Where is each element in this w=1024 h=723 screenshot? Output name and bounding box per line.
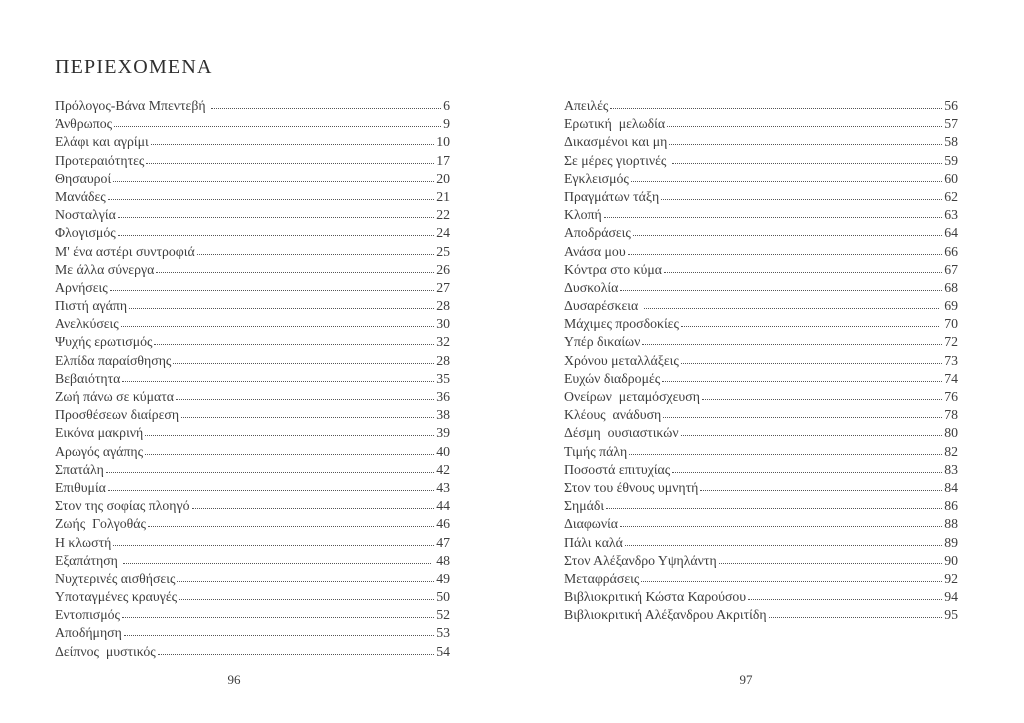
toc-entry-title: Ονείρων μεταμόσχευση	[564, 389, 700, 404]
toc-entry-title: Άνθρωπος	[55, 116, 113, 132]
dotted-leader	[719, 563, 943, 564]
dotted-leader	[145, 435, 434, 436]
toc-entry-title: Ευχών διαδρομές	[564, 370, 661, 386]
dotted-leader	[681, 326, 939, 327]
dotted-leader	[106, 472, 434, 473]
toc-entry-title: Θησαυροί	[55, 170, 112, 186]
toc-entry-page: 35	[436, 370, 450, 386]
toc-entry-page: 83	[944, 461, 958, 477]
toc-entry	[55, 370, 450, 388]
toc-entry-title: Δυσαρέσκεια	[564, 298, 642, 314]
toc-entry	[564, 315, 958, 333]
toc-entry-title: Δέσμη ουσιαστικών	[564, 425, 679, 441]
dotted-leader	[664, 272, 942, 273]
toc-entry-title: Πραγμάτων τάξη	[564, 188, 660, 204]
toc-entry-page: 40	[436, 443, 450, 459]
toc-entry	[55, 115, 450, 133]
toc-entry-page: 49	[436, 570, 450, 586]
dotted-leader	[672, 472, 942, 473]
toc-entry-title: Ποσοστά επιτυχίας	[564, 461, 671, 477]
dotted-leader	[176, 399, 434, 400]
toc-entry-page: 76	[944, 389, 958, 404]
dotted-leader	[173, 363, 434, 364]
toc-entry-page: 62	[944, 188, 958, 204]
dotted-leader	[604, 217, 942, 218]
dotted-leader	[769, 617, 943, 618]
toc-entry	[55, 406, 450, 424]
toc-entry-title: Σε μέρες γιορτινές	[564, 152, 670, 168]
toc-entry-page: 43	[436, 479, 450, 495]
toc-entry	[55, 624, 450, 642]
toc-entry	[564, 570, 958, 588]
toc-entry-page: 27	[436, 279, 450, 295]
toc-entry	[564, 606, 958, 624]
toc-entry	[564, 443, 958, 461]
toc-entry-title: Μάχιμες προσδοκίες	[564, 316, 679, 332]
toc-entry	[55, 97, 450, 115]
toc-entry	[564, 424, 958, 442]
dotted-leader	[633, 235, 942, 236]
toc-entry-page: 46	[436, 516, 450, 532]
toc-entry-page: 84	[944, 479, 958, 495]
toc-entry-page: 60	[944, 170, 958, 186]
toc-entry-page: 20	[436, 170, 450, 186]
toc-entry-title: Εγκλεισμός	[564, 170, 629, 186]
toc-column-left	[55, 97, 450, 661]
toc-entry	[564, 224, 958, 242]
toc-entry-page: 10	[436, 134, 450, 150]
dotted-leader	[197, 254, 435, 255]
toc-entry	[564, 206, 958, 224]
toc-entry-page: 30	[436, 316, 450, 332]
toc-entry-page: 74	[944, 370, 958, 386]
toc-entry	[55, 352, 450, 370]
toc-entry	[55, 443, 450, 461]
toc-entry	[55, 424, 450, 442]
dotted-leader	[606, 508, 942, 509]
toc-entry	[55, 461, 450, 479]
toc-entry-title: Ζωής Γολγοθάς	[55, 516, 146, 532]
toc-entry-page: 56	[944, 98, 958, 113]
toc-entry	[564, 97, 958, 115]
toc-entry-title: Πρόλογος-Βάνα Μπεντεβή	[55, 98, 210, 113]
toc-entry	[564, 152, 958, 170]
toc-entry-title: Βιβλιοκριτική Αλέξανδρου Ακριτίδη	[564, 607, 767, 623]
toc-entry-page: 66	[944, 243, 958, 259]
toc-entry-page: 17	[436, 152, 450, 168]
dotted-leader	[121, 326, 434, 327]
dotted-leader	[610, 108, 942, 109]
toc-entry-page: 52	[436, 607, 450, 623]
dotted-leader	[122, 381, 434, 382]
toc-entry	[55, 497, 450, 515]
toc-entry-page: 88	[944, 516, 958, 532]
dotted-leader	[154, 344, 434, 345]
toc-entry-title: Βεβαιότητα	[55, 370, 121, 386]
toc-entry-title: Στον του έθνους υμνητή	[564, 479, 699, 495]
toc-entry-page: 94	[944, 589, 958, 605]
toc-entry	[55, 152, 450, 170]
toc-entry	[564, 333, 958, 351]
dotted-leader	[669, 144, 942, 145]
dotted-leader	[192, 508, 435, 509]
dotted-leader	[681, 363, 942, 364]
toc-entry	[564, 388, 958, 406]
dotted-leader	[663, 417, 942, 418]
toc-entry-title: Αποδράσεις	[564, 225, 631, 241]
toc-entry-title: Μανάδες	[55, 188, 106, 204]
dotted-leader	[667, 126, 942, 127]
toc-entry	[55, 261, 450, 279]
dotted-leader	[661, 199, 942, 200]
toc-entry	[564, 479, 958, 497]
toc-entry-title: Επιθυμία	[55, 479, 106, 495]
dotted-leader	[177, 581, 434, 582]
toc-entry-title: Ανελκύσεις	[55, 316, 119, 332]
toc-entry	[55, 333, 450, 351]
toc-entry-page: 26	[436, 261, 450, 277]
dotted-leader	[181, 417, 434, 418]
dotted-leader	[641, 581, 942, 582]
dotted-leader	[146, 163, 434, 164]
toc-entry-title: Πάλι καλά	[564, 534, 623, 550]
page-title: ΠΕΡΙΕΧΟΜΕΝΑ	[55, 56, 213, 78]
toc-entry-title: Με άλλα σύνεργα	[55, 261, 155, 277]
toc-entry	[564, 352, 958, 370]
toc-entry-title: Κλοπή	[564, 207, 602, 223]
toc-entry-title: Στον της σοφίας πλοηγό	[55, 498, 190, 514]
toc-entry-title: Σημάδι	[564, 498, 605, 514]
toc-entry	[55, 552, 450, 570]
toc-entry	[564, 497, 958, 515]
right-page-number: 97	[739, 672, 753, 687]
toc-entry-title: Εικόνα μακρινή	[55, 425, 144, 441]
toc-entry	[564, 243, 958, 261]
toc-entry-page: 36	[436, 389, 450, 404]
toc-entry-page: 86	[944, 498, 958, 514]
toc-entry	[55, 479, 450, 497]
toc-entry-page: 69	[940, 298, 958, 314]
dotted-leader	[211, 108, 441, 109]
toc-entry-title: Απειλές	[564, 98, 609, 113]
dotted-leader	[631, 181, 942, 182]
dotted-leader	[129, 308, 434, 309]
dotted-leader	[700, 490, 942, 491]
toc-entry	[55, 315, 450, 333]
toc-entry	[55, 243, 450, 261]
toc-entry-page: 67	[944, 261, 958, 277]
toc-entry-title: Ψυχής ερωτισμός	[55, 334, 153, 350]
toc-entry-title: Κόντρα στο κύμα	[564, 261, 662, 277]
toc-entry-title: Εντοπισμός	[55, 607, 120, 623]
toc-entry-title: Βιβλιοκριτική Κώστα Καρούσου	[564, 589, 747, 605]
toc-entry-page: 39	[436, 425, 450, 441]
toc-entry-title: Αρνήσεις	[55, 279, 108, 295]
dotted-leader	[620, 290, 942, 291]
toc-entry-title: Εξαπάτηση	[55, 552, 122, 568]
toc-entry-page: 22	[436, 207, 450, 223]
dotted-leader	[124, 635, 434, 636]
dotted-leader	[113, 181, 434, 182]
toc-entry-page: 82	[944, 443, 958, 459]
toc-entry	[564, 370, 958, 388]
toc-entry-title: Προσθέσεων διαίρεση	[55, 407, 180, 423]
toc-entry-title: Ζωή πάνω σε κύματα	[55, 389, 174, 404]
toc-entry	[564, 552, 958, 570]
toc-entry-page: 48	[432, 552, 450, 568]
toc-entry	[564, 297, 958, 315]
toc-entry	[564, 261, 958, 279]
toc-entry-title: Σπατάλη	[55, 461, 104, 477]
toc-entry-page: 58	[944, 134, 958, 150]
toc-column-right	[564, 97, 958, 624]
toc-entry-page: 32	[436, 334, 450, 350]
dotted-leader	[629, 454, 942, 455]
toc-entry	[55, 534, 450, 552]
toc-entry-title: Δυσκολία	[564, 279, 619, 295]
toc-entry-page: 38	[436, 407, 450, 423]
left-page-number: 96	[227, 672, 241, 687]
toc-entry-title: Δείπνος μυστικός	[55, 643, 156, 659]
toc-entry-title: Υποταγμένες κραυγές	[55, 589, 178, 605]
toc-entry	[55, 515, 450, 533]
dotted-leader	[681, 435, 943, 436]
toc-entry-page: 70	[940, 316, 958, 332]
toc-entry	[564, 461, 958, 479]
toc-entry-page: 95	[944, 607, 958, 623]
toc-entry	[564, 133, 958, 151]
toc-entry-page: 64	[944, 225, 958, 241]
toc-entry	[55, 279, 450, 297]
toc-entry	[564, 188, 958, 206]
dotted-leader	[114, 126, 441, 127]
toc-entry-title: Νυχτερινές αισθήσεις	[55, 570, 176, 586]
toc-entry	[55, 588, 450, 606]
toc-entry	[55, 133, 450, 151]
toc-entry-page: 47	[436, 534, 450, 550]
toc-entry-page: 54	[436, 643, 450, 659]
toc-entry-page: 21	[436, 188, 450, 204]
toc-entry	[55, 388, 450, 406]
dotted-leader	[748, 599, 942, 600]
dotted-leader	[118, 217, 434, 218]
toc-entry-page: 42	[436, 461, 450, 477]
toc-entry-page: 6	[443, 98, 450, 113]
toc-entry-page: 59	[944, 152, 958, 168]
dotted-leader	[122, 617, 434, 618]
toc-entry-page: 28	[436, 352, 450, 368]
toc-entry-title: Ερωτική μελωδία	[564, 116, 666, 132]
toc-entry-page: 63	[944, 207, 958, 223]
toc-entry	[55, 606, 450, 624]
dotted-leader	[151, 144, 434, 145]
toc-entry-title: Αποδήμηση	[55, 625, 122, 641]
toc-entry	[55, 188, 450, 206]
toc-entry-title: Αρωγός αγάπης	[55, 443, 144, 459]
toc-entry	[55, 643, 450, 661]
toc-entry-title: Υπέρ δικαίων	[564, 334, 641, 350]
toc-entry-page: 25	[436, 243, 450, 259]
dotted-leader	[158, 654, 434, 655]
dotted-leader	[625, 545, 942, 546]
dotted-leader	[108, 490, 434, 491]
toc-entry-title: Στον Αλέξανδρο Υψηλάντη	[564, 552, 717, 568]
dotted-leader	[179, 599, 434, 600]
toc-entry	[55, 570, 450, 588]
toc-entry-title: Ελάφι και αγρίμι	[55, 134, 149, 150]
toc-entry-page: 92	[944, 570, 958, 586]
toc-entry-title: Δικασμένοι και μη	[564, 134, 668, 150]
dotted-leader	[148, 526, 434, 527]
toc-entry-page: 90	[944, 552, 958, 568]
toc-entry-page: 73	[944, 352, 958, 368]
dotted-leader	[113, 545, 434, 546]
dotted-leader	[672, 163, 942, 164]
toc-entry-page: 53	[436, 625, 450, 641]
toc-entry-title: Μεταφράσεις	[564, 570, 640, 586]
toc-entry-page: 78	[944, 407, 958, 423]
dotted-leader	[118, 235, 435, 236]
toc-entry-title: Φλογισμός	[55, 225, 116, 241]
toc-entry	[564, 515, 958, 533]
toc-entry	[55, 206, 450, 224]
dotted-leader	[628, 254, 943, 255]
toc-entry-title: Χρόνου μεταλλάξεις	[564, 352, 679, 368]
dotted-leader	[108, 199, 434, 200]
toc-entry-page: 80	[944, 425, 958, 441]
toc-entry-page: 50	[436, 589, 450, 605]
toc-entry-page: 57	[944, 116, 958, 132]
toc-entry-title: Ανάσα μου	[564, 243, 626, 259]
dotted-leader	[110, 290, 434, 291]
toc-entry	[564, 588, 958, 606]
dotted-leader	[123, 563, 430, 564]
dotted-leader	[644, 308, 939, 309]
toc-entry	[564, 115, 958, 133]
toc-entry	[55, 170, 450, 188]
toc-entry-title: Κλέους ανάδυση	[564, 407, 662, 423]
toc-entry-page: 44	[436, 498, 450, 514]
toc-entry	[564, 170, 958, 188]
toc-entry-page: 9	[443, 116, 450, 132]
toc-entry	[564, 406, 958, 424]
dotted-leader	[702, 399, 942, 400]
toc-entry-page: 72	[944, 334, 958, 350]
dotted-leader	[620, 526, 942, 527]
toc-entry-title: Νοσταλγία	[55, 207, 116, 223]
toc-entry	[55, 224, 450, 242]
toc-entry-title: Πιστή αγάπη	[55, 298, 128, 314]
toc-entry-page: 68	[944, 279, 958, 295]
toc-entry-title: Προτεραιότητες	[55, 152, 145, 168]
dotted-leader	[156, 272, 434, 273]
toc-entry-page: 28	[436, 298, 450, 314]
toc-entry	[564, 534, 958, 552]
toc-entry	[564, 279, 958, 297]
dotted-leader	[145, 454, 434, 455]
toc-entry-page: 24	[436, 225, 450, 241]
toc-entry	[55, 297, 450, 315]
toc-entry-title: Διαφωνία	[564, 516, 619, 532]
dotted-leader	[642, 344, 942, 345]
toc-entry-title: Ελπίδα παραίσθησης	[55, 352, 172, 368]
toc-entry-title: Μ' ένα αστέρι συντροφιά	[55, 243, 195, 259]
toc-entry-title: Η κλωστή	[55, 534, 112, 550]
dotted-leader	[662, 381, 942, 382]
toc-entry-page: 89	[944, 534, 958, 550]
toc-entry-title: Τιμής πάλη	[564, 443, 628, 459]
